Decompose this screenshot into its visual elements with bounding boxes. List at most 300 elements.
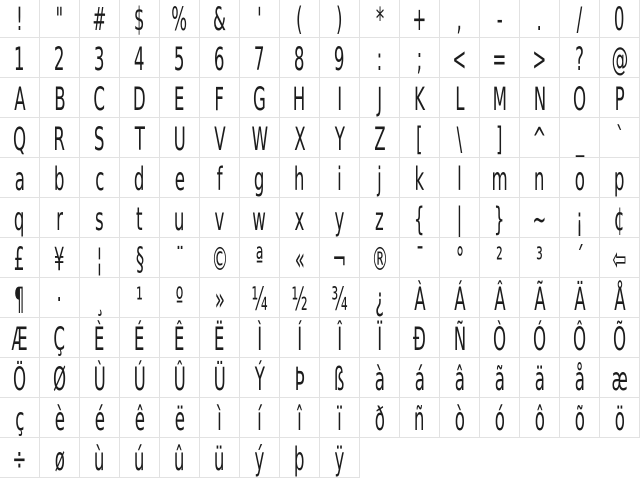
glyph: ë (174, 400, 185, 438)
glyph-cell[interactable] (560, 318, 600, 358)
glyph: @ (611, 40, 628, 78)
glyph-cell[interactable] (80, 0, 120, 38)
glyph: O (572, 80, 587, 118)
glyph-cell[interactable] (40, 78, 80, 118)
glyph-cell[interactable] (200, 118, 240, 158)
glyph-cell[interactable] (280, 278, 320, 318)
glyph: [ (416, 120, 423, 158)
glyph: d (134, 160, 145, 198)
glyph-cell[interactable] (400, 78, 440, 118)
glyph-cell[interactable] (200, 398, 240, 438)
glyph-cell[interactable] (560, 38, 600, 78)
glyph: g (254, 160, 265, 198)
glyph-cell[interactable] (80, 438, 120, 478)
glyph-cell[interactable] (240, 278, 280, 318)
glyph-cell[interactable] (520, 38, 560, 78)
glyph: â (454, 360, 465, 398)
glyph: ò (454, 400, 465, 438)
glyph-cell[interactable] (80, 78, 120, 118)
glyph-cell[interactable] (400, 358, 440, 398)
glyph-cell[interactable] (400, 198, 440, 238)
glyph-cell[interactable] (200, 278, 240, 318)
glyph: û (174, 440, 185, 478)
glyph-cell[interactable] (480, 358, 520, 398)
glyph: \ (456, 120, 463, 158)
glyph-cell[interactable] (0, 438, 40, 478)
glyph-cell[interactable] (480, 158, 520, 198)
glyph-cell[interactable] (160, 318, 200, 358)
glyph: ´ (575, 240, 584, 278)
glyph: _ (575, 120, 584, 158)
glyph-cell[interactable] (280, 78, 320, 118)
glyph-cell[interactable] (320, 118, 360, 158)
glyph-cell[interactable] (560, 198, 600, 238)
glyph-cell[interactable] (400, 118, 440, 158)
glyph-cell[interactable] (520, 0, 560, 38)
glyph: Ó (532, 320, 547, 358)
glyph-row (0, 318, 640, 358)
glyph-cell[interactable] (160, 78, 200, 118)
glyph-cell[interactable] (480, 78, 520, 118)
glyph-cell[interactable] (440, 278, 480, 318)
glyph-cell[interactable] (320, 198, 360, 238)
glyph-cell[interactable] (160, 118, 200, 158)
glyph-cell[interactable] (600, 198, 640, 238)
glyph-cell[interactable] (240, 78, 280, 118)
glyph-cell[interactable] (0, 78, 40, 118)
glyph: © (211, 240, 228, 278)
glyph-cell[interactable] (160, 278, 200, 318)
glyph-cell[interactable] (600, 238, 640, 278)
glyph-cell[interactable] (160, 158, 200, 198)
glyph-cell[interactable] (160, 238, 200, 278)
glyph-cell[interactable] (120, 118, 160, 158)
glyph-cell[interactable] (80, 158, 120, 198)
glyph-cell[interactable] (560, 238, 600, 278)
glyph-cell[interactable] (200, 78, 240, 118)
glyph-cell[interactable] (120, 318, 160, 358)
glyph-cell[interactable] (280, 38, 320, 78)
glyph-cell[interactable] (360, 118, 400, 158)
glyph: Þ (294, 360, 305, 398)
glyph: ¹ (136, 280, 143, 318)
glyph-cell[interactable] (280, 118, 320, 158)
glyph: ~ (532, 200, 547, 238)
glyph-cell[interactable] (240, 38, 280, 78)
glyph-cell[interactable] (120, 278, 160, 318)
glyph: 0 (614, 0, 625, 38)
glyph-cell[interactable] (0, 278, 40, 318)
glyph-cell[interactable] (160, 38, 200, 78)
glyph-cell[interactable] (440, 158, 480, 198)
glyph-cell[interactable] (0, 118, 40, 158)
glyph: Ë (214, 320, 225, 358)
glyph-cell[interactable] (120, 0, 160, 38)
glyph-cell[interactable] (560, 358, 600, 398)
glyph: å (574, 360, 585, 398)
glyph-cell[interactable] (440, 318, 480, 358)
glyph-row (0, 238, 640, 278)
glyph: 1 (14, 40, 25, 78)
glyph-row (0, 78, 640, 118)
glyph: < (452, 40, 467, 78)
glyph-cell[interactable] (320, 238, 360, 278)
glyph-cell[interactable] (360, 78, 400, 118)
glyph-cell[interactable] (40, 278, 80, 318)
glyph: = (492, 40, 507, 78)
glyph: ® (371, 240, 388, 278)
glyph: : (376, 40, 383, 78)
glyph-cell[interactable] (0, 0, 40, 38)
glyph-cell[interactable] (520, 278, 560, 318)
glyph: ª (255, 240, 264, 278)
glyph: T (134, 120, 145, 158)
glyph: a (14, 160, 25, 198)
glyph-cell[interactable] (440, 238, 480, 278)
glyph: A (13, 80, 26, 118)
glyph-cell[interactable] (120, 38, 160, 78)
glyph-cell[interactable] (600, 318, 640, 358)
glyph-cell[interactable] (520, 158, 560, 198)
glyph-cell[interactable] (120, 78, 160, 118)
glyph: Í (297, 320, 302, 358)
glyph-cell[interactable] (280, 318, 320, 358)
glyph: Q (12, 120, 27, 158)
glyph-cell[interactable] (80, 278, 120, 318)
glyph-cell[interactable] (80, 318, 120, 358)
glyph-cell[interactable] (320, 278, 360, 318)
glyph: Ã (533, 280, 546, 318)
glyph: f (216, 160, 223, 198)
glyph-cell[interactable] (240, 118, 280, 158)
glyph: 7 (254, 40, 265, 78)
glyph-cell[interactable] (360, 158, 400, 198)
glyph: N (533, 80, 546, 118)
glyph: º (175, 280, 184, 318)
glyph: ? (575, 40, 584, 78)
glyph: Ø (52, 360, 67, 398)
glyph-cell[interactable] (0, 238, 40, 278)
glyph: Ð (413, 320, 426, 358)
glyph-cell[interactable] (240, 158, 280, 198)
glyph-cell[interactable] (320, 158, 360, 198)
glyph-cell[interactable] (240, 238, 280, 278)
glyph: w (252, 200, 267, 238)
glyph: ¶ (14, 280, 25, 318)
glyph-cell[interactable] (280, 158, 320, 198)
glyph: o (574, 160, 585, 198)
glyph-cell[interactable] (0, 358, 40, 398)
glyph-cell[interactable] (600, 118, 640, 158)
glyph-cell[interactable] (440, 358, 480, 398)
glyph: . (536, 0, 543, 38)
glyph: ô (534, 400, 545, 438)
glyph: þ (294, 440, 305, 478)
glyph-cell[interactable] (120, 198, 160, 238)
glyph-cell[interactable] (480, 318, 520, 358)
glyph-cell[interactable] (480, 38, 520, 78)
glyph: ù (94, 440, 105, 478)
glyph-cell[interactable] (280, 398, 320, 438)
glyph-cell[interactable] (280, 238, 320, 278)
glyph: « (294, 240, 305, 278)
glyph-cell[interactable] (400, 398, 440, 438)
glyph: | (456, 200, 463, 238)
glyph: ö (614, 400, 625, 438)
glyph-cell[interactable] (280, 438, 320, 478)
glyph: Î (337, 320, 342, 358)
glyph-cell[interactable] (280, 0, 320, 38)
glyph-cell[interactable] (560, 0, 600, 38)
glyph-cell[interactable] (360, 358, 400, 398)
glyph: 3 (94, 40, 105, 78)
glyph: v (214, 200, 225, 238)
glyph-cell[interactable] (0, 38, 40, 78)
glyph-cell[interactable] (120, 158, 160, 198)
glyph: , (456, 0, 463, 38)
empty-cell (560, 438, 600, 478)
glyph-cell[interactable] (360, 398, 400, 438)
glyph: ß (334, 360, 345, 398)
glyph-cell[interactable] (40, 38, 80, 78)
glyph-cell[interactable] (0, 158, 40, 198)
glyph-cell[interactable] (440, 0, 480, 38)
glyph-cell[interactable] (520, 118, 560, 158)
glyph-cell[interactable] (400, 238, 440, 278)
glyph-cell[interactable] (80, 118, 120, 158)
glyph-cell[interactable] (480, 238, 520, 278)
glyph-cell[interactable] (160, 358, 200, 398)
glyph-cell[interactable] (80, 38, 120, 78)
glyph-cell[interactable] (360, 38, 400, 78)
glyph-cell[interactable] (40, 398, 80, 438)
glyph-cell[interactable] (400, 278, 440, 318)
glyph-row (0, 38, 640, 78)
glyph: e (174, 160, 185, 198)
glyph-cell[interactable] (160, 0, 200, 38)
glyph-cell[interactable] (520, 358, 560, 398)
glyph-cell[interactable] (520, 398, 560, 438)
glyph: U (173, 120, 186, 158)
glyph-cell[interactable] (440, 198, 480, 238)
glyph-cell[interactable] (200, 38, 240, 78)
glyph-cell[interactable] (360, 198, 400, 238)
glyph-cell[interactable] (440, 78, 480, 118)
glyph-cell[interactable] (0, 398, 40, 438)
glyph: 9 (334, 40, 345, 78)
glyph-cell[interactable] (120, 398, 160, 438)
glyph: ú (134, 440, 145, 478)
glyph-cell[interactable] (480, 398, 520, 438)
glyph-cell[interactable] (200, 198, 240, 238)
glyph-cell[interactable] (280, 358, 320, 398)
glyph: ó (494, 400, 505, 438)
glyph: B (53, 80, 66, 118)
glyph-cell[interactable] (200, 0, 240, 38)
glyph-cell[interactable] (40, 358, 80, 398)
glyph-cell[interactable] (200, 158, 240, 198)
glyph: á (414, 360, 425, 398)
glyph-cell[interactable] (360, 238, 400, 278)
glyph: Ö (12, 360, 27, 398)
glyph-cell[interactable] (160, 438, 200, 478)
glyph-cell[interactable] (600, 398, 640, 438)
glyph-cell[interactable] (600, 278, 640, 318)
glyph: ¿ (375, 280, 384, 318)
glyph-cell[interactable] (560, 78, 600, 118)
glyph-cell[interactable] (520, 238, 560, 278)
glyph-cell[interactable] (480, 198, 520, 238)
empty-cell (480, 438, 520, 478)
glyph-cell[interactable] (200, 438, 240, 478)
glyph-cell[interactable] (320, 438, 360, 478)
glyph-cell[interactable] (80, 238, 120, 278)
glyph-cell[interactable] (520, 198, 560, 238)
glyph-cell[interactable] (80, 358, 120, 398)
glyph: ] (496, 120, 503, 158)
glyph-cell[interactable] (40, 0, 80, 38)
glyph-cell[interactable] (40, 158, 80, 198)
glyph-cell[interactable] (560, 278, 600, 318)
glyph: t (136, 200, 143, 238)
empty-cell (360, 438, 400, 478)
glyph-cell[interactable] (240, 198, 280, 238)
glyph: Ä (573, 280, 586, 318)
glyph: u (174, 200, 185, 238)
glyph-cell[interactable] (600, 38, 640, 78)
glyph-cell[interactable] (600, 358, 640, 398)
glyph-cell[interactable] (560, 398, 600, 438)
glyph-cell[interactable] (400, 318, 440, 358)
glyph-cell[interactable] (320, 358, 360, 398)
glyph: ç (14, 400, 25, 438)
glyph-cell[interactable] (480, 0, 520, 38)
glyph: k (414, 160, 425, 198)
glyph: z (375, 200, 384, 238)
glyph: i (337, 160, 342, 198)
glyph-cell[interactable] (200, 238, 240, 278)
glyph-cell[interactable] (200, 358, 240, 398)
glyph-cell[interactable] (600, 78, 640, 118)
glyph-cell[interactable] (320, 318, 360, 358)
glyph-cell[interactable] (160, 398, 200, 438)
glyph: ã (494, 360, 505, 398)
glyph-cell[interactable] (480, 278, 520, 318)
glyph-cell[interactable] (600, 0, 640, 38)
glyph: R (53, 120, 66, 158)
glyph-cell[interactable] (80, 398, 120, 438)
glyph-cell[interactable] (80, 198, 120, 238)
glyph: ¦ (96, 240, 103, 278)
glyph-cell[interactable] (240, 0, 280, 38)
glyph-cell[interactable] (40, 318, 80, 358)
glyph-cell[interactable] (320, 38, 360, 78)
glyph-cell[interactable] (120, 238, 160, 278)
glyph-cell[interactable] (360, 318, 400, 358)
glyph: q (14, 200, 25, 238)
glyph: G (253, 80, 266, 118)
glyph: É (134, 320, 145, 358)
glyph: M (492, 80, 507, 118)
empty-cell (400, 438, 440, 478)
glyph-cell[interactable] (200, 318, 240, 358)
glyph: J (377, 80, 382, 118)
glyph: õ (574, 400, 585, 438)
glyph: æ (611, 360, 628, 398)
glyph: Á (453, 280, 466, 318)
glyph-row (0, 358, 640, 398)
glyph-cell[interactable] (240, 318, 280, 358)
glyph-cell[interactable] (440, 118, 480, 158)
glyph: ý (254, 440, 265, 478)
glyph: ¢ (614, 200, 625, 238)
glyph: - (496, 0, 503, 38)
glyph: ' (257, 0, 262, 38)
glyph-cell[interactable] (320, 0, 360, 38)
glyph-cell[interactable] (0, 198, 40, 238)
glyph: ! (16, 0, 23, 38)
glyph: ¯ (415, 240, 424, 278)
glyph-cell[interactable] (40, 238, 80, 278)
glyph: ¾ (331, 280, 348, 318)
glyph-cell[interactable] (560, 158, 600, 198)
glyph-cell[interactable] (0, 318, 40, 358)
glyph-cell[interactable] (440, 398, 480, 438)
glyph-cell[interactable] (560, 118, 600, 158)
glyph: { (414, 200, 425, 238)
glyph-cell[interactable] (520, 318, 560, 358)
glyph: Ï (377, 320, 382, 358)
glyph-cell[interactable] (360, 0, 400, 38)
glyph-cell[interactable] (280, 198, 320, 238)
glyph-cell[interactable] (440, 38, 480, 78)
glyph-cell[interactable] (600, 158, 640, 198)
glyph: ì (217, 400, 222, 438)
glyph: ) (336, 0, 343, 38)
glyph: § (135, 240, 144, 278)
glyph: p (614, 160, 625, 198)
empty-cell (440, 438, 480, 478)
glyph: ¬ (332, 240, 347, 278)
glyph: P (614, 80, 625, 118)
glyph-cell[interactable] (40, 438, 80, 478)
glyph-cell[interactable] (480, 118, 520, 158)
glyph-cell[interactable] (520, 78, 560, 118)
glyph-cell[interactable] (320, 398, 360, 438)
glyph-cell[interactable] (400, 38, 440, 78)
glyph-cell[interactable] (240, 438, 280, 478)
glyph: } (494, 200, 505, 238)
empty-cell (520, 438, 560, 478)
glyph: I (337, 80, 342, 118)
glyph: " (55, 0, 64, 38)
glyph: Ç (53, 320, 66, 358)
glyph: Ú (133, 360, 146, 398)
glyph-cell[interactable] (120, 358, 160, 398)
glyph-cell[interactable] (320, 78, 360, 118)
glyph-cell[interactable] (400, 0, 440, 38)
glyph-cell[interactable] (400, 158, 440, 198)
glyph: + (412, 0, 427, 38)
glyph-cell[interactable] (40, 118, 80, 158)
glyph-cell[interactable] (240, 358, 280, 398)
glyph-cell[interactable] (120, 438, 160, 478)
glyph-cell[interactable] (360, 278, 400, 318)
glyph-cell[interactable] (160, 198, 200, 238)
glyph-cell[interactable] (40, 198, 80, 238)
glyph: È (94, 320, 105, 358)
glyph-cell[interactable] (240, 398, 280, 438)
